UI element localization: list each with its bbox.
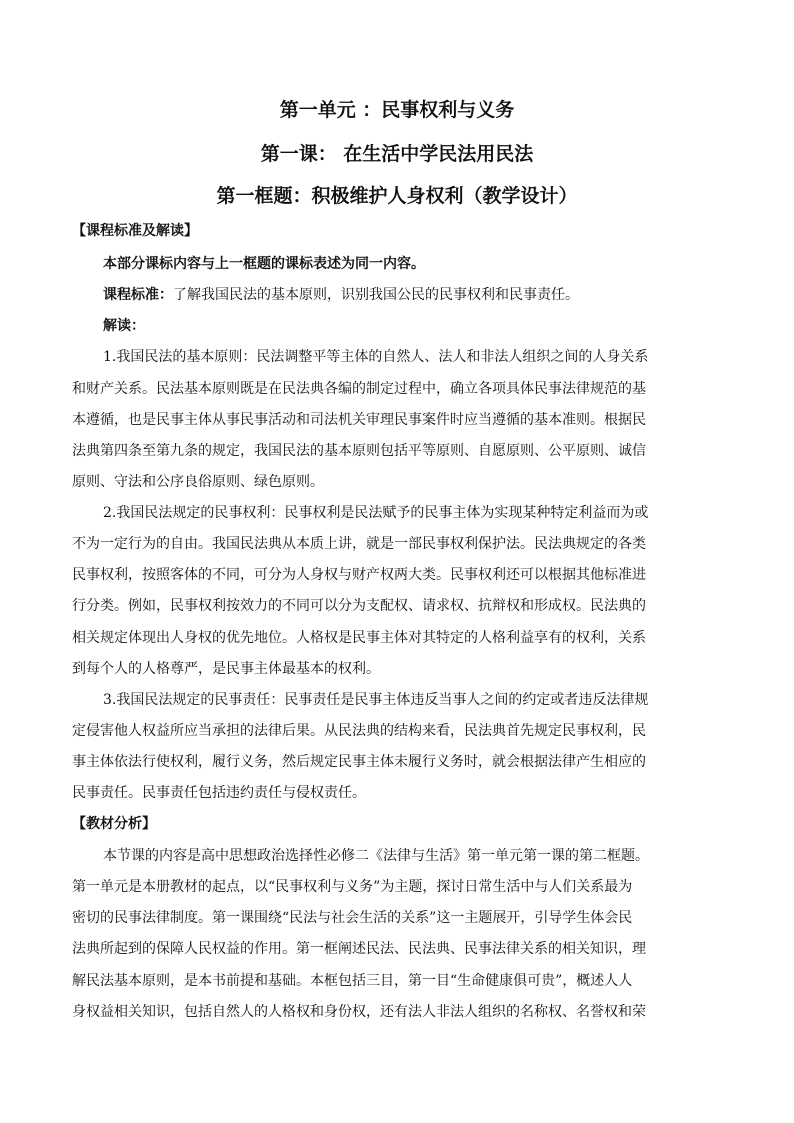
frame-title: 第一框题：积极维护人身权利（教学设计） xyxy=(216,185,578,207)
point2-line: 相关规定体现出人身权的优先地位。人格权是民事主体对其特定的人格利益享有的权利，关系 xyxy=(72,630,646,646)
analysis-line: 第一单元是本册教材的起点，以“民事权利与义务”为主题，探讨日常生活中与人们关系最为 xyxy=(72,879,633,895)
point1-line: 本遵循，也是民事主体从事民事活动和司法机关审理民事案件时应当遵循的基本准则。根据民 xyxy=(72,412,646,428)
point2-line: 2.我国民法规定的民事权利：民事权利是民法赋予的民事主体为实现某种特定利益而为或 xyxy=(103,505,649,521)
intro-paragraph: 本部分课标内容与上一框题的课标表述为同一内容。 xyxy=(103,256,425,272)
analysis-line: 密切的民事法律制度。第一课围绕“民法与社会生活的关系”这一主题展开，引导学生体会民 xyxy=(72,910,633,926)
point2-line: 行分类。例如，民事权利按效力的不同可以分为支配权、请求权、抗辩权和形成权。民法典的 xyxy=(72,598,646,614)
point1-line: 原则、守法和公序良俗原则、绿色原则。 xyxy=(72,474,324,490)
point3-line: 定侵害他人权益所应当承担的法律后果。从民法典的结构来看，民法典首先规定民事权利，民 xyxy=(72,723,646,739)
point1-line: 法典第四条至第九条的规定，我国民法的基本原则包括平等原则、自愿原则、公平原则、诚信 xyxy=(72,443,646,459)
point3-line: 事主体依法行使权利，履行义务，然后规定民事主体未履行义务时，就会根据法律产生相应的 xyxy=(72,754,646,770)
analysis-line: 法典所起到的保障人民权益的作用。第一框阐述民法、民法典、民事法律关系的相关知识，理 xyxy=(72,941,646,957)
lesson-title: 第一课： 在生活中学民法用民法 xyxy=(260,143,534,165)
point3-line: 民事责任。民事责任包括违约责任与侵权责任。 xyxy=(72,785,366,801)
point2-line: 民事权利，按照客体的不同，可分为人身权与财产权两大类。民事权利还可以根据其他标准进 xyxy=(72,567,646,583)
interpretation-label: 解读： xyxy=(103,318,145,334)
standard-paragraph xyxy=(103,285,722,305)
standard-text: 了解我国民法的基本原则，识别我国公民的民事权利和民事责任。 xyxy=(173,287,579,303)
analysis-line: 解民法基本原则，是本书前提和基础。本框包括三目，第一目“生命健康俱可贵”，概述人人 xyxy=(72,973,633,989)
analysis-line: 身权益相关知识，包括自然人的人格权和身份权，还有法人非法人组织的名称权、名誉权和荣 xyxy=(72,1004,646,1020)
point2-line: 到每个人的人格尊严，是民事主体最基本的权利。 xyxy=(72,661,380,677)
unit-title: 第一单元 ：民事权利与义务 xyxy=(279,99,515,121)
point3-line: 3.我国民法规定的民事责任：民事责任是民事主体违反当事人之间的约定或者违反法律规 xyxy=(103,692,649,708)
section-heading-standards: 【课程标准及解读】 xyxy=(72,223,198,239)
point2-line: 不为一定行为的自由。我国民法典从本质上讲，就是一部民事权利保护法。民法典规定的各类 xyxy=(72,536,646,552)
point1-line: 1.我国民法的基本原则：民法调整平等主体的自然人、法人和非法人组织之间的人身关系 xyxy=(103,349,649,365)
point1-line: 和财产关系。民法基本原则既是在民法典各编的制定过程中，确立各项具体民事法律规范的基 xyxy=(72,381,646,397)
section-heading-textbook-analysis: 【教材分析】 xyxy=(72,816,156,832)
analysis-line: 本节课的内容是高中思想政治选择性必修二《法律与生活》第一单元第一课的第二框题。 xyxy=(103,848,649,864)
standard-label: 课程标准： xyxy=(103,287,173,303)
